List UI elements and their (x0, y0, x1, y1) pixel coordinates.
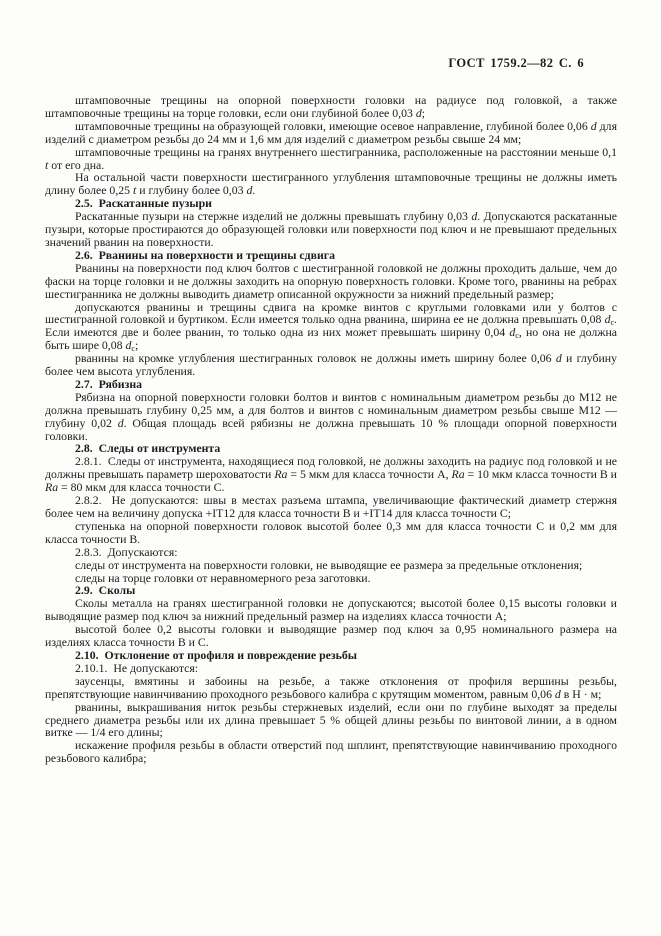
section-heading: 2.8. Следы от инструмента (75, 441, 221, 456)
paragraph: Раскатанные пузыри на стержне изделий не должны превышать глубину 0,03 d. Допускаются раскатанные пузыри, которые простираются до образующей головки или поверхности под ключ и не превышают предельных значений рванин на поверхности. (45, 209, 617, 249)
section-heading: 2.7. Рябизна (75, 376, 143, 391)
document-body (45, 94, 617, 765)
paragraph: следы от инструмента на поверхности головки, не выводящие ее размера за предельные отклонения; (75, 557, 583, 572)
paragraph: ступенька на опорной поверхности головок высотой более 0,3 мм для класса точности С и 0,2 мм для класса точности В. (45, 518, 617, 546)
paragraph: рванины, выкрашивания ниток резьбы стержневых изделий, если они по глубине выходят за пределы среднего диаметра резьбы или их длина превышает 5 % общей длины резьбы по винтовой линии, а в одном витке — 1/4 его длины; (45, 699, 617, 740)
paragraph: Сколы металла на гранях шестигранной головки не допускаются; высотой более 0,15 высоты головки и выводящие размер под ключ за нижний предельный размер на изделиях класса точности А; (45, 596, 617, 624)
paragraph: штамповочные трещины на гранях внутреннего шестигранника, расположенные на расстоянии меньше 0,1 t от его дна. (45, 144, 617, 172)
section-heading: 2.6. Рванины на поверхности и трещины сдвига (75, 247, 336, 262)
paragraph: 2.10.1. Не допускаются: (75, 660, 199, 675)
section-heading: 2.9. Сколы (75, 583, 136, 598)
paragraph: штамповочные трещины на образующей головки, имеющие осевое направление, глубиной более 0,06 d для изделий с диаметром резьбы до 24 мм и 1,6 мм для изделий с диаметром резьбы свыше 24 мм; (45, 118, 617, 146)
paragraph: 2.8.2. Не допускаются: швы в местах разъема штампа, увеличивающие фактический диаметр стержня более чем на величину допуска +IT12 для класса точности В и +IT14 для класса точности С; (45, 493, 617, 520)
page-header (45, 56, 617, 70)
paragraph: штамповочные трещины на опорной поверхности головки на радиусе под головкой, а также штамповочные трещины на торце головки, если они глубиной более 0,03 d; (45, 93, 617, 120)
paragraph: 2.8.1. Следы от инструмента, находящиеся под головкой, не должны заходить на радиус под головкой и не должны превышать параметр шероховатости Ra = 5 мкм для класса точности А, Ra = 10 мкм класса точности В и Ra = 80 мкм для класса точности С. (45, 454, 617, 495)
paragraph: Рванины на поверхности под ключ болтов с шестигранной головкой не должны проходить дальше, чем до фаски на торце головки и не должны заходить на опорную поверхность головки. Кроме того, рванины на ребрах шестигранника не должны выводить диаметр описанной окружности за нижний предельный размер; (45, 260, 617, 301)
paragraph: На остальной части поверхности шестигранного углубления штамповочные трещины не должны иметь длину более 0,25 t и глубину более 0,03 d. (45, 170, 617, 198)
paragraph: 2.8.3. Допускаются: (75, 544, 178, 559)
section-heading: 2.10. Отклонение от профиля и повреждение резьбы (75, 647, 357, 662)
paragraph: рванины на кромке углубления шестигранных головок не должны иметь ширину более 0,06 d и глубину более чем высота углубления. (45, 351, 618, 379)
paragraph: заусенцы, вмятины и забоины на резьбе, а также отклонения от профиля вершины резьбы, препятствующие навинчиванию проходного резьбового калибра с крутящим моментом, равным 0,06 d в Н · м; (45, 673, 617, 701)
section-heading: 2.5. Раскатанные пузыри (75, 196, 212, 211)
paragraph: следы на торце головки от неравномерного реза заготовки. (75, 570, 371, 585)
document-number: ГОСТ 1759.2—82 С. 6 (448, 56, 584, 70)
paragraph: допускаются рванины и трещины сдвига на кромке винтов с круглыми головками или у болтов с шестигранной головкой и буртиком. Если имеется только одна рванина, ширина ее не должна превышать 0,08 $d_с$. Если имеются две и более рванин, то только одна из них может превышать ширину 0,04 $d_с$, но она не должна быть шире 0,08 $d_с$; (45, 299, 617, 354)
paragraph: искажение профиля резьбы в области отверстий под шплинт, препятствующие навинчиванию проходного резьбового калибра; (45, 738, 617, 766)
paragraph: Рябизна на опорной поверхности головки болтов и винтов с номинальным диаметром резьбы до М12 не должна превышать глубину 0,25 мм, а для болтов и винтов с номинальным диаметром резьбы свыше М12 — глубину 0,02 d. Общая площадь всей рябизны не должна превышать 10 % площади опорной поверхности головки. (45, 389, 617, 443)
paragraph: высотой более 0,2 высоты головки и выводящие размер под ключ за 0,95 номинального размера на изделиях класса точности В и С. (45, 622, 617, 650)
